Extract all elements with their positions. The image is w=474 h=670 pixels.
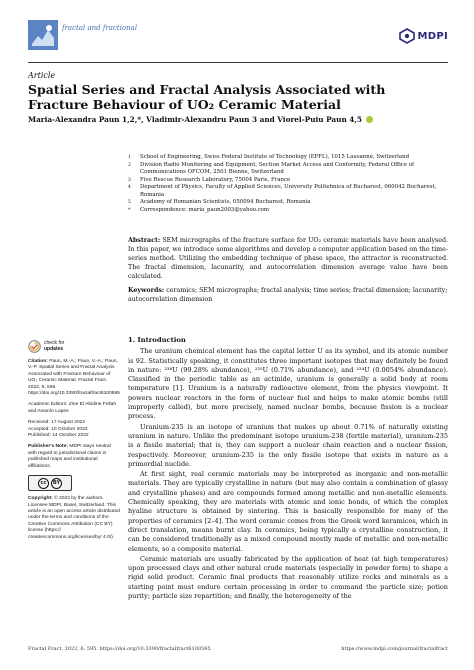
received-date: Received: 17 August 2022 (28, 420, 86, 426)
header-divider (28, 62, 448, 63)
publisher-name: MDPI (417, 30, 448, 42)
keywords (128, 286, 448, 304)
body-paragraph: At first sight, real ceramic materials may be interpreted as inorganic and non-metallic materials. They are typically crystalline in nature (but may also contain a combination of glassy and crystalline phases) and are compounds formed among metallic and non-metallic elements. Chemically speaking, they are materials with atomic and ionic bonds, of which the complex hyaline structure is obtained by sintering. This is basically responsible for many of the properties of ceramics [2–4]. The word ceramic comes from the Greek word keramicos, which in direct translation, means burnt clay. In ceramics, being typically a crystalline construction, it can be considered traditionally as a mixed compound mostly made of metallic and non-metallic elements, so a composite material. (128, 470, 448, 553)
page-header (28, 20, 448, 60)
citation-text[interactable]: Paun, M.-A.; Paun, V.-A.; Paun, V.-P. Spatial Series and Fractal Analysis Associated with Fracture Behaviour of UO₂ Ceramic Material. Fractal Fract. 2022, 6, 595. https://doi.org/10.3390/fractalfract6100595 (28, 359, 120, 397)
affiliation-text: Division Radio Monitoring and Equipment, Section Market Access and Conformity, Federal Office of Communications OFCOM, 2501 Bienne, Switzerland (140, 161, 414, 175)
body-paragraph: The uranium chemical element has the capital letter U as its symbol, and its atomic number is 92. Statistically speaking, it constitutes three important isotopes that may definitely be found in nature: ²³⁸U (99.28% abundance), ²³⁵U (0.71% abundance), and ²³⁴U (0.0054% abundance). Classified in the periodic table as an actinide, uranium is generally a solid body at room temperature [1]. Uranium is a naturally radioactive element, from the physics viewpoint. It powers nuclear reactors in the form of nuclear fuel and helps to make atomic bombs (still improperly called), but more precisely, named nuclear bombs, because fission is a nuclear process. (128, 347, 448, 421)
check-updates-line1: check for (44, 340, 65, 346)
affiliation-item (128, 177, 448, 185)
publisher-note-label: Publisher's Note: (28, 444, 69, 450)
copyright-block (28, 496, 120, 541)
affiliation-number: 4 (128, 185, 131, 190)
affiliation-number: 5 (128, 200, 131, 205)
body-paragraph: Uranium-235 is an isotope of uranium that makes up about 0.71% of naturally existing uranium in nature. Unlike the predominant isotope uranium-238 (fertile material), uranium-235 is a fissile material; that is, they can support a nuclear chain reaction and a nuclear fission, respectively. Moreover, uranium-235 is the only fissile isotope that exists in nature as a primordial nuclide. (128, 422, 448, 468)
affiliation-text: Academy of Romanian Scientists, 050094 Bucharest, Romania (140, 199, 311, 205)
abstract (128, 236, 448, 281)
correspondence-email[interactable]: Correspondence: maria_paun2003@yahoo.com (140, 206, 269, 213)
editors-text: Zine El Abidine Fellah and Antonio Lopes (28, 402, 117, 414)
affiliation-item (128, 207, 448, 215)
check-updates-icon (28, 340, 41, 353)
page-footer (28, 646, 448, 652)
citation-block (28, 359, 120, 397)
publisher-note (28, 444, 120, 470)
dates-block (28, 420, 120, 439)
publisher-note-text: MDPI stays neutral with regard to jurisdictional claims in published maps and institutional affiliations. (28, 444, 111, 469)
copyright-label: Copyright: (28, 496, 53, 502)
affiliation-text: School of Engineering, Swiss Federal Institute of Technology (EPFL), 1015 Lausanne, Switzerland (140, 154, 410, 160)
by-icon: BY (51, 478, 62, 489)
keywords-text: ceramics; SEM micrographs; fractal analysis; time series; fractal dimension; lacunarity; autocorrelation dimension (128, 287, 448, 303)
published-date: Published: 14 October 2022 (28, 433, 89, 439)
mdpi-logo-icon (399, 28, 415, 44)
journal-logo-icon (28, 20, 58, 50)
publisher-logo[interactable] (399, 28, 448, 44)
affiliation-item (128, 154, 448, 162)
affiliation-item (128, 199, 448, 207)
keywords-label: Keywords: (128, 287, 165, 294)
article-body (128, 336, 448, 602)
author-list (28, 115, 448, 125)
copyright-text: © 2022 by the authors. Licensee MDPI, Basel, Switzerland. This article is an open access article distributed under the terms and conditions of the Creative Commons Attribution (CC BY) license (https:// creativecommons.org/licenses/by/ 4.0/). (28, 496, 120, 540)
affiliation-item (128, 162, 448, 177)
affiliation-text: Five Rescue Research Laboratory, 75004 Paris, France (140, 176, 291, 183)
cc-icon: cc (38, 478, 49, 489)
affiliation-number: 2 (128, 162, 131, 168)
body-paragraph: Ceramic materials are usually fabricated by the application of heat (at high temperatures) upon processed clays and other natural crude materials (especially in powder form) to shape a rigid solid product. Ceramic final products that reasonably utilize rocks and minerals as a starting point must endure certain processing in order to command the particle size; potion purity; particle size repartition; and finally, the heterogeneity of the (128, 554, 448, 601)
check-for-updates-button[interactable] (28, 340, 120, 353)
citation-label: Citation: (28, 359, 48, 364)
editors-label: Academic Editors: (28, 402, 68, 408)
authors-text: Maria-Alexandra Paun 1,2,*, Vladimir-Alexandru Paun 3 and Viorel-Puiu Paun 4,5 (28, 115, 363, 124)
accepted-date: Accepted: 10 October 2022 (28, 426, 88, 432)
footer-citation[interactable]: Fractal Fract. 2022, 6, 595. https://doi.org/10.3390/fractalfract6100595 (28, 646, 211, 652)
affiliation-text: Department of Physics, Faculty of Applied Sciences, University Politehnica of Bucharest, 060042 Bucharest, Romania (140, 184, 437, 198)
editors-block (28, 402, 120, 415)
affiliations (128, 154, 448, 214)
affiliation-number: 1 (128, 155, 131, 160)
affiliation-item (128, 184, 448, 199)
section-heading: 1. Introduction (128, 336, 186, 344)
journal-name[interactable]: fractal and fractional (62, 24, 138, 32)
orcid-icon[interactable] (366, 116, 373, 123)
article-title: Spatial Series and Fractal Analysis Associated with Fracture Behaviour of UO₂ Ceramic Material (28, 82, 386, 112)
check-updates-line2: updates (44, 345, 64, 352)
abstract-text: SEM micrographs of the fracture surface for UO₂ ceramic materials have been analysed. In this paper, we introduce some algorithms and develop a computer application based on the time-series method. Utilizing the embedding technique of phase space, the attractor is reconstructed. The fractal dimension, lacunarity, and autocorrelation dimension average value have been calculated. (128, 237, 448, 280)
check-updates-label (44, 341, 64, 352)
affiliation-number: * (128, 207, 131, 213)
article-type: Article (28, 71, 56, 80)
footer-journal-link[interactable]: https://www.mdpi.com/journal/fractalfract (341, 646, 448, 652)
cc-by-license-badge[interactable] (28, 475, 72, 491)
abstract-label: Abstract: (128, 237, 161, 244)
affiliation-number: 3 (128, 177, 131, 183)
article-sidebar (28, 340, 120, 546)
